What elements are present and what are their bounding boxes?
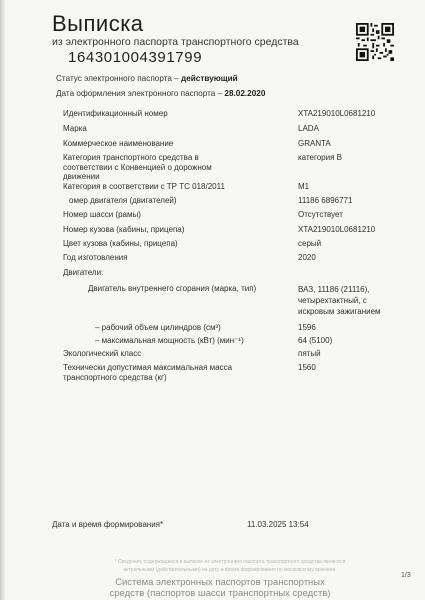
mass-label: Технически допустимая максимальная масса транспортного средства (кг) xyxy=(63,363,233,382)
date-value: 28.02.2020 xyxy=(224,89,266,98)
field-value: XTA219010L0681210 xyxy=(298,109,376,118)
field-value: категория B xyxy=(298,153,342,162)
field-label: Год изготовления xyxy=(63,253,128,262)
qr-code-icon xyxy=(356,23,394,61)
field-value: 11186 6896771 xyxy=(298,196,353,205)
field-label: Цвет кузова (кабины, прицепа) xyxy=(63,239,178,248)
document-title: Выписка xyxy=(52,11,144,36)
ice-label: Двигатель внутреннего сгорания (марка, тип) xyxy=(88,284,257,293)
document-number: 164301004391799 xyxy=(68,49,203,66)
scan-edge-shadow xyxy=(0,0,6,600)
mass-value: 1560 xyxy=(298,363,316,372)
volume-label: – рабочий объем цилиндров (см³) xyxy=(95,323,221,332)
field-label: Категория в соответствии с ТР ТС 018/2011 xyxy=(63,182,225,191)
document-subtitle: из электронного паспорта транспортного средства xyxy=(52,36,299,48)
status-label: Статус электронного паспорта – xyxy=(56,74,179,83)
power-label: – максимальная мощность (кВт) (мин⁻¹) xyxy=(95,336,244,345)
power-value: 64 (5100) xyxy=(298,336,333,345)
passport-date xyxy=(56,89,265,98)
field-value: серый xyxy=(298,239,322,248)
field-label: Коммерческое наименование xyxy=(63,139,174,148)
formed-value: 11.03.2025 13:54 xyxy=(247,520,309,529)
passport-status xyxy=(56,74,238,83)
field-label: Марка xyxy=(63,124,87,133)
status-value: действующий xyxy=(181,74,238,83)
field-value: XTA219010L0681210 xyxy=(298,225,376,234)
field-label: Номер кузова (кабины, прицепа) xyxy=(63,225,185,234)
footnote-line: * Сведения, содержащиеся в выписке из электронного паспорта транспортного средства являются xyxy=(114,559,346,565)
field-value: LADA xyxy=(298,124,319,133)
eco-class-label: Экологический класс xyxy=(63,349,142,358)
footnote-line: актуальными (действительными) на дату и время формирования по московскому времени. xyxy=(123,567,337,573)
field-label: Номер шасси (рамы) xyxy=(63,210,141,219)
eco-class-value: пятый xyxy=(298,349,321,358)
field-value: Отсутствует xyxy=(298,210,343,219)
system-name-line: Система электронных паспортов транспортных xyxy=(115,577,325,588)
volume-value: 1596 xyxy=(298,323,316,332)
field-value: M1 xyxy=(298,182,310,191)
field-label: омер двигателя (двигателей) xyxy=(69,196,177,205)
field-value: GRANTA xyxy=(298,139,331,148)
formed-label: Дата и время формирования* xyxy=(52,520,164,529)
field-label: Идентификационный номер xyxy=(63,109,168,118)
field-value: 2020 xyxy=(298,253,316,262)
engines-section-label: Двигатели: xyxy=(63,268,104,277)
date-label: Дата оформления электронного паспорта – xyxy=(56,89,223,98)
system-name-line: средств (паспортов шасси транспортных средств) xyxy=(109,588,331,599)
ice-value: ВАЗ, 11186 (21116), четырехтактный, с искровым зажиганием xyxy=(298,285,381,316)
page-number: 1/3 xyxy=(401,572,411,579)
field-label: Категория транспортного средства в соответствии с Конвенцией о дорожном движении xyxy=(63,153,212,181)
